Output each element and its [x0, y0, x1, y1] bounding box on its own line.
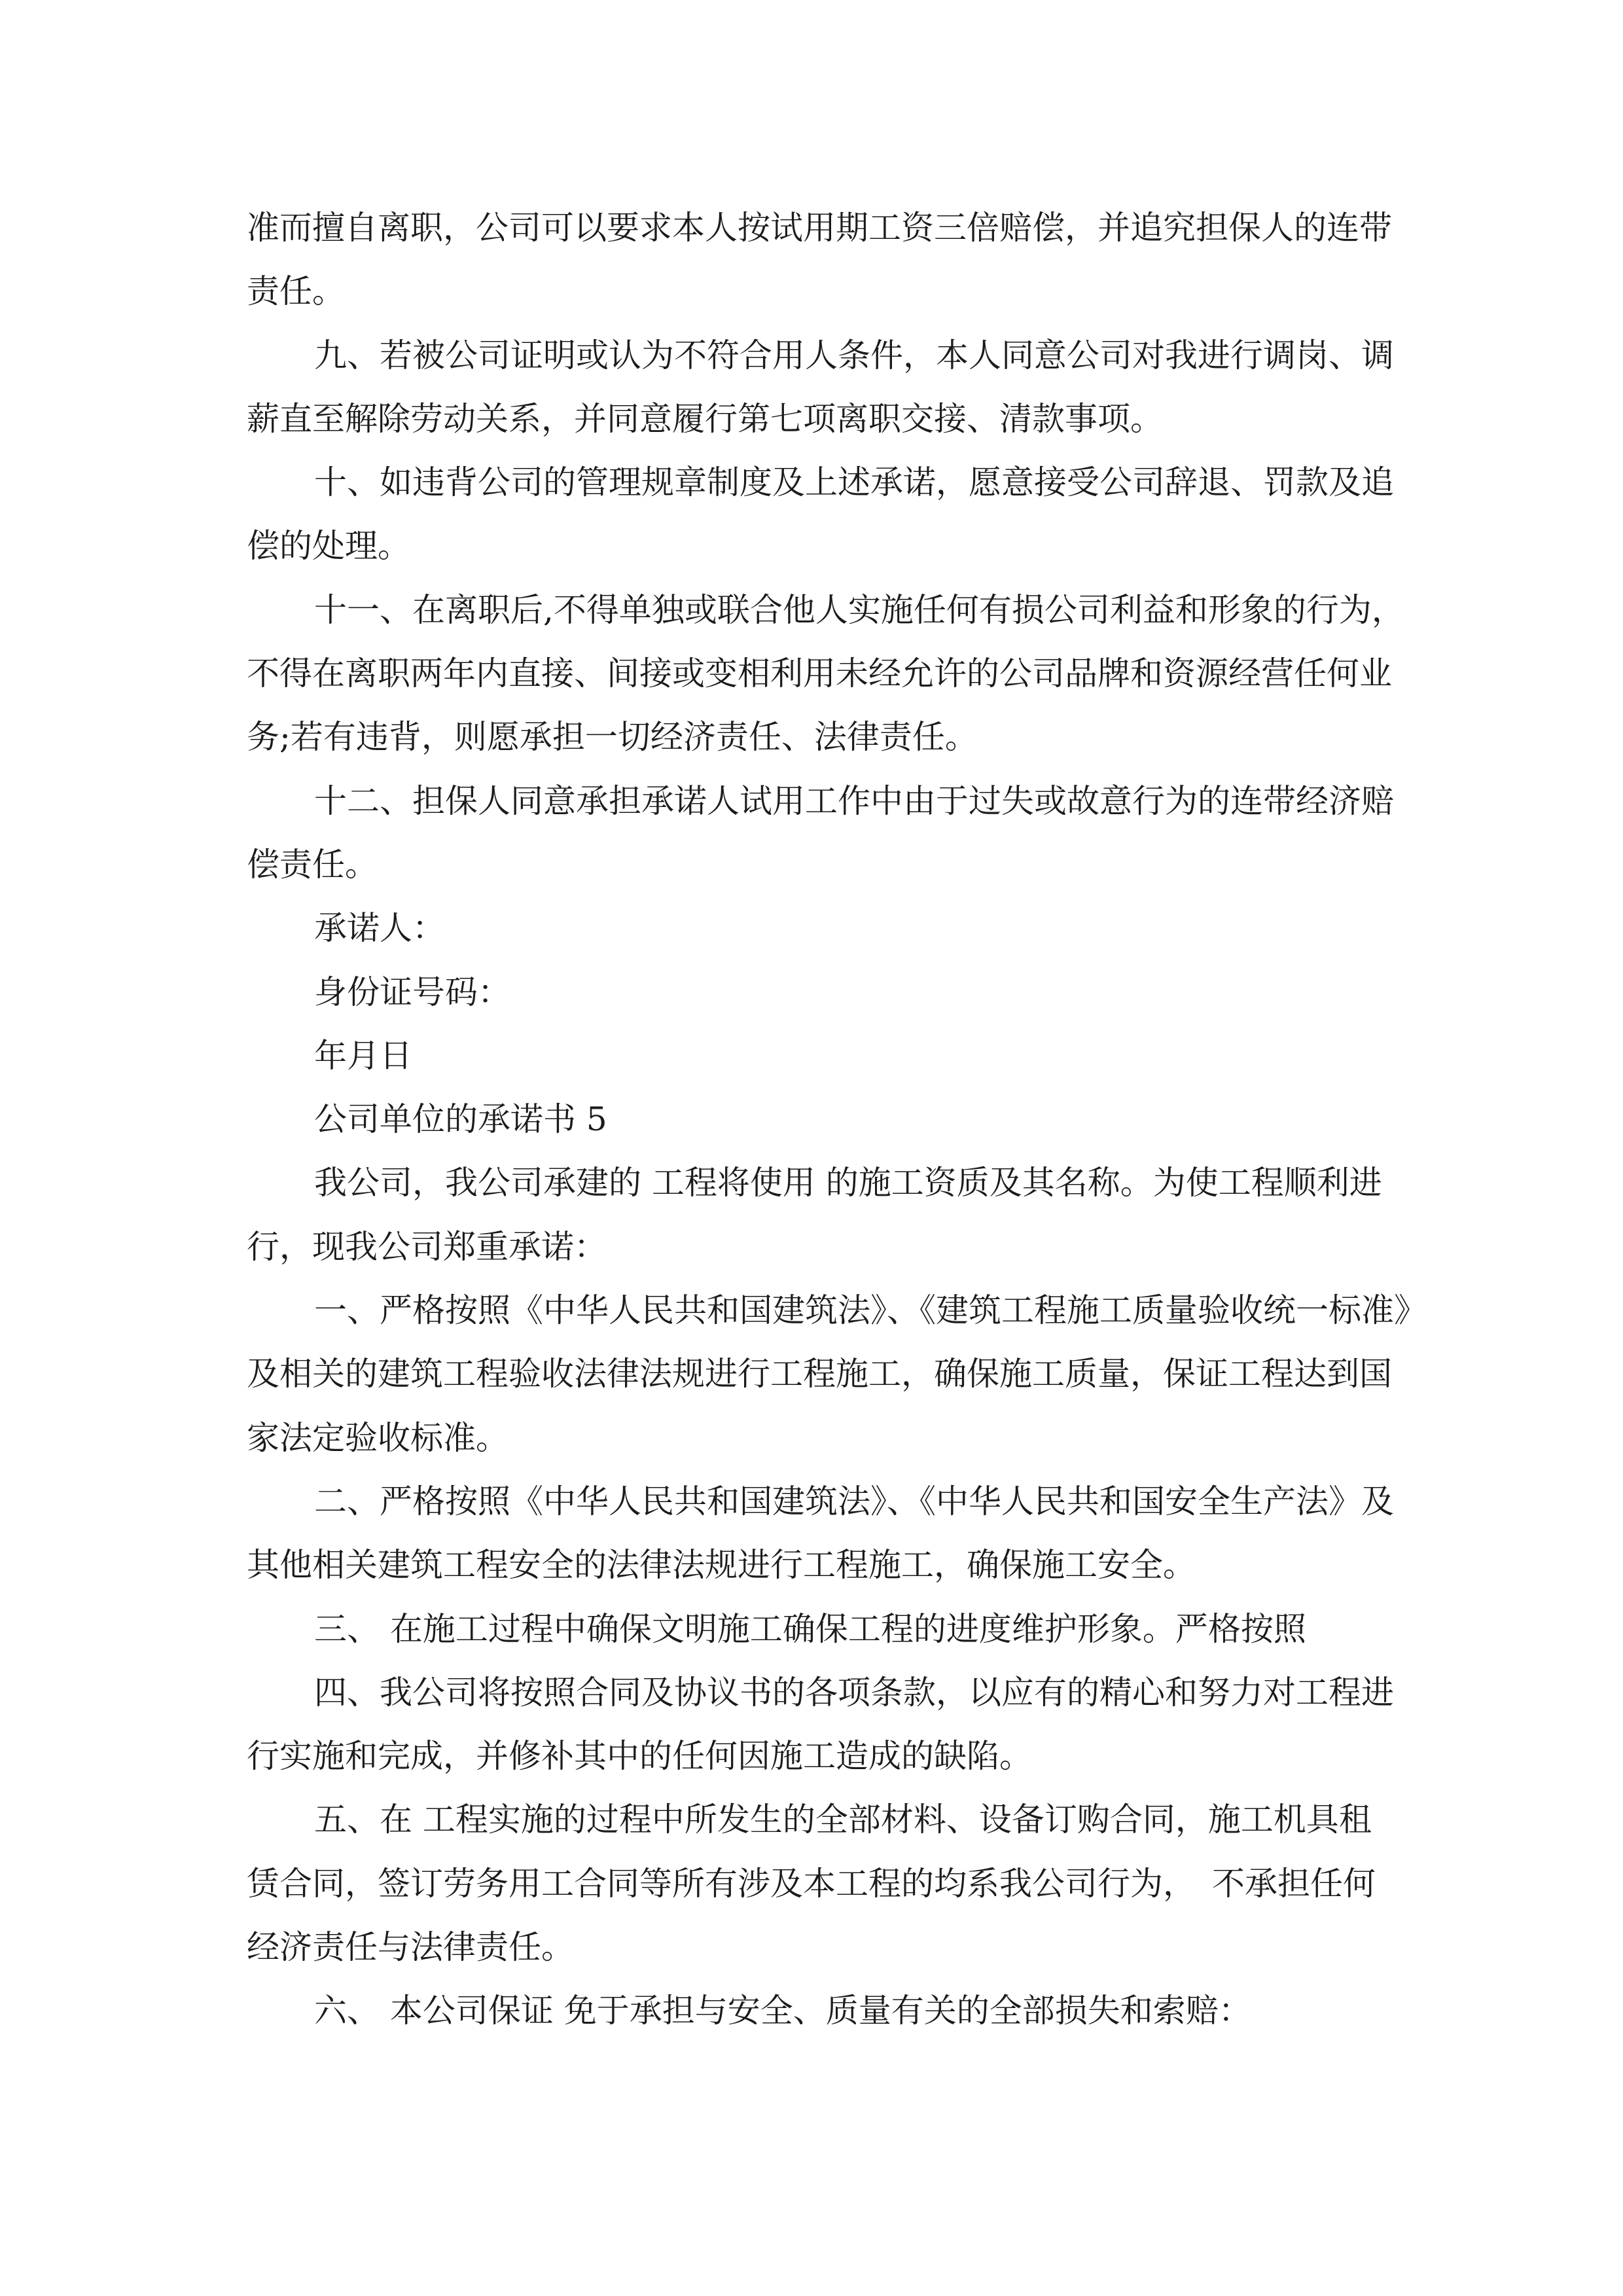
text-line: 偿的处理。	[247, 527, 410, 565]
text-line: 十、如违背公司的管理规章制度及上述承诺，愿意接受公司辞退、罚款及追	[314, 463, 1394, 502]
text-line: 行实施和完成，并修补其中的任何因施工造成的缺陷。	[247, 1737, 1032, 1776]
text-line: 务;若有违背，则愿承担一切经济责任、法律责任。	[247, 718, 978, 757]
text-line: 薪直至解除劳动关系，并同意履行第七项离职交接、清款事项。	[247, 399, 1163, 438]
text-line: 四、我公司将按照合同及协议书的各项条款，以应有的精心和努力对工程进	[314, 1673, 1394, 1712]
text-line: 赁合同，签订劳务用工合同等所有涉及本工程的均系我公司行为， 不承担任何	[247, 1864, 1376, 1903]
text-line: 行，现我公司郑重承诺：	[247, 1227, 607, 1266]
text-line: 九、若被公司证明或认为不符合用人条件，本人同意公司对我进行调岗、调	[314, 336, 1394, 374]
text-line: 六、 本公司保证 免于承担与安全、质量有关的全部损失和索赔：	[314, 1992, 1251, 2030]
promise-signer-line: 承诺人：	[314, 909, 445, 948]
text-line: 不得在离职两年内直接、间接或变相利用未经允许的公司品牌和资源经营任何业	[247, 655, 1392, 693]
text-line: 责任。	[247, 272, 345, 311]
text-line: 偿责任。	[247, 845, 378, 884]
text-line: 我公司，我公司承建的 工程将使用 的施工资质及其名称。为使工程顺利进	[314, 1164, 1382, 1202]
text-line: 准而擅自离职，公司可以要求本人按试用期工资三倍赔偿，并追究担保人的连带	[247, 209, 1392, 247]
text-line: 及相关的建筑工程验收法律法规进行工程施工，确保施工质量，保证工程达到国	[247, 1355, 1392, 1393]
id-number-line: 身份证号码：	[314, 973, 510, 1011]
text-line: 二、严格按照《中华人民共和国建筑法》、《中华人民共和国安全生产法》及	[314, 1482, 1394, 1520]
text-line: 三、 在施工过程中确保文明施工确保工程的进度维护形象。严格按照	[314, 1609, 1306, 1648]
text-line: 经济责任与法律责任。	[247, 1928, 574, 1967]
text-line: 家法定验收标准。	[247, 1418, 508, 1457]
text-line: 五、在 工程实施的过程中所发生的全部材料、设备订购合同，施工机具租	[314, 1801, 1372, 1839]
text-line: 十二、担保人同意承担承诺人试用工作中由于过失或故意行为的连带经济赔	[314, 781, 1394, 820]
text-line: 一、严格按照《中华人民共和国建筑法》、《建筑工程施工质量验收统一标准》	[314, 1291, 1427, 1330]
text-line: 其他相关建筑工程安全的法律法规进行工程施工，确保施工安全。	[247, 1546, 1196, 1585]
text-line: 十一、在离职后,不得单独或联合他人实施任何有损公司利益和形象的行为，	[314, 590, 1404, 629]
section-title: 公司单位的承诺书 5	[314, 1100, 607, 1139]
date-line: 年月日	[314, 1036, 412, 1075]
